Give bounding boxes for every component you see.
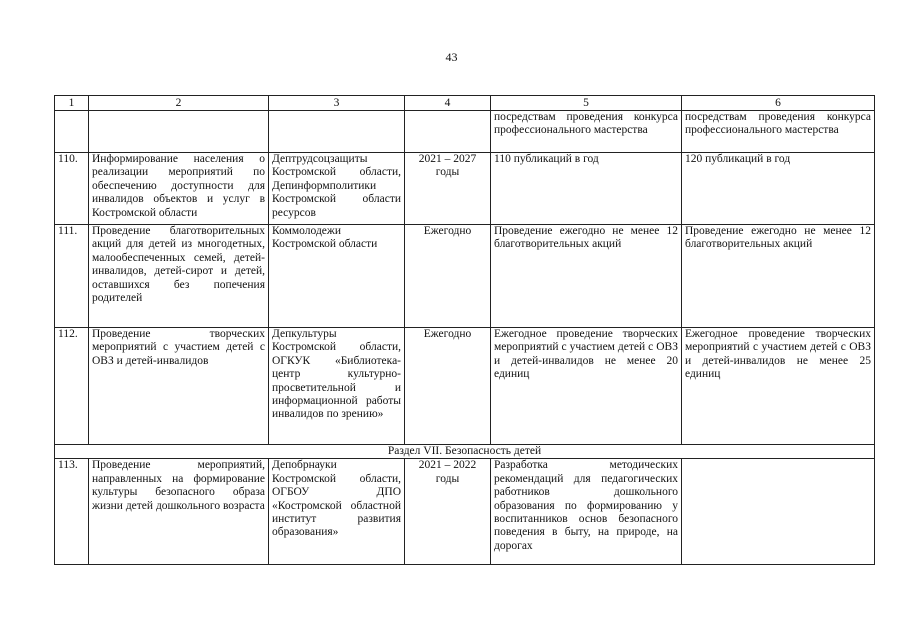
- table-row: [55, 225, 875, 328]
- cell-empty: [405, 111, 491, 153]
- header-col-1: 1: [55, 96, 89, 111]
- cell-empty: [55, 111, 89, 153]
- cell-result-1: 110 публикаций в год: [491, 153, 682, 225]
- cell-result-2: Проведение ежегодно не менее 12 благотворительных акций: [682, 225, 875, 328]
- cell-executor: Дептрудсоцзащиты Костромской области, Депинформполитики Костромской области ресурсов: [269, 153, 405, 225]
- cell-empty: [269, 111, 405, 153]
- cell-number: 113.: [55, 459, 89, 565]
- cell-number: 111.: [55, 225, 89, 328]
- cell-executor: Депкультуры Костромской области, ОГКУК «Библиотека-центр культурно-просветительной и информационной работы инвалидов по зрению»: [269, 328, 405, 445]
- table-row: [55, 328, 875, 445]
- cell-measure: Проведение мероприятий, направленных на формирование культуры безопасного образа жизни детей дошкольного возраста: [89, 459, 269, 565]
- cell-result-2: [682, 459, 875, 565]
- cell-measure: Проведение благотворительных акций для детей из многодетных, малообеспеченных семей, детей-инвалидов, детей-сирот и детей, оставшихся без попечения родителей: [89, 225, 269, 328]
- header-row: [55, 96, 875, 111]
- cell-measure: Информирование населения о реализации мероприятий по обеспечению доступности для инвалидов объектов и услуг в Костромской области: [89, 153, 269, 225]
- header-col-3: 3: [269, 96, 405, 111]
- cell-result-1: Проведение ежегодно не менее 12 благотворительных акций: [491, 225, 682, 328]
- cell-empty: [89, 111, 269, 153]
- cell-number: 112.: [55, 328, 89, 445]
- cell-result-2: посредствам проведения конкурса профессионального мастерства: [682, 111, 875, 153]
- cell-term: Ежегодно: [405, 225, 491, 328]
- header-col-2: 2: [89, 96, 269, 111]
- section-row: [55, 445, 875, 459]
- cell-result-1: Разработка методических рекомендаций для педагогических работников дошкольного образования по формированию у воспитанников основ безопасного поведения в быту, на природе, на дорогах: [491, 459, 682, 565]
- table-row: [55, 459, 875, 565]
- cell-number: 110.: [55, 153, 89, 225]
- cell-measure: Проведение творческих мероприятий с участием детей с ОВЗ и детей-инвалидов: [89, 328, 269, 445]
- cell-executor: Депобрнауки Костромской области, ОГБОУ ДПО «Костромской областной институт развития образования»: [269, 459, 405, 565]
- cell-result-1: Ежегодное проведение творческих мероприятий с участием детей с ОВЗ и детей-инвалидов не менее 20 единиц: [491, 328, 682, 445]
- cell-term: Ежегодно: [405, 328, 491, 445]
- header-col-4: 4: [405, 96, 491, 111]
- header-col-5: 5: [491, 96, 682, 111]
- cell-result-2: 120 публикаций в год: [682, 153, 875, 225]
- cell-result-2: Ежегодное проведение творческих мероприятий с участием детей с ОВЗ и детей-инвалидов не менее 25 единиц: [682, 328, 875, 445]
- table-row: [55, 153, 875, 225]
- cell-result-1: посредствам проведения конкурса профессионального мастерства: [491, 111, 682, 153]
- section-title: Раздел VII. Безопасность детей: [55, 445, 875, 459]
- cell-executor: Коммолодежи Костромской области: [269, 225, 405, 328]
- continuation-row: [55, 111, 875, 153]
- measures-table: [54, 95, 875, 565]
- cell-term: 2021 – 2027 годы: [405, 153, 491, 225]
- cell-term: 2021 – 2022 годы: [405, 459, 491, 565]
- page-number: 43: [445, 50, 458, 64]
- header-col-6: 6: [682, 96, 875, 111]
